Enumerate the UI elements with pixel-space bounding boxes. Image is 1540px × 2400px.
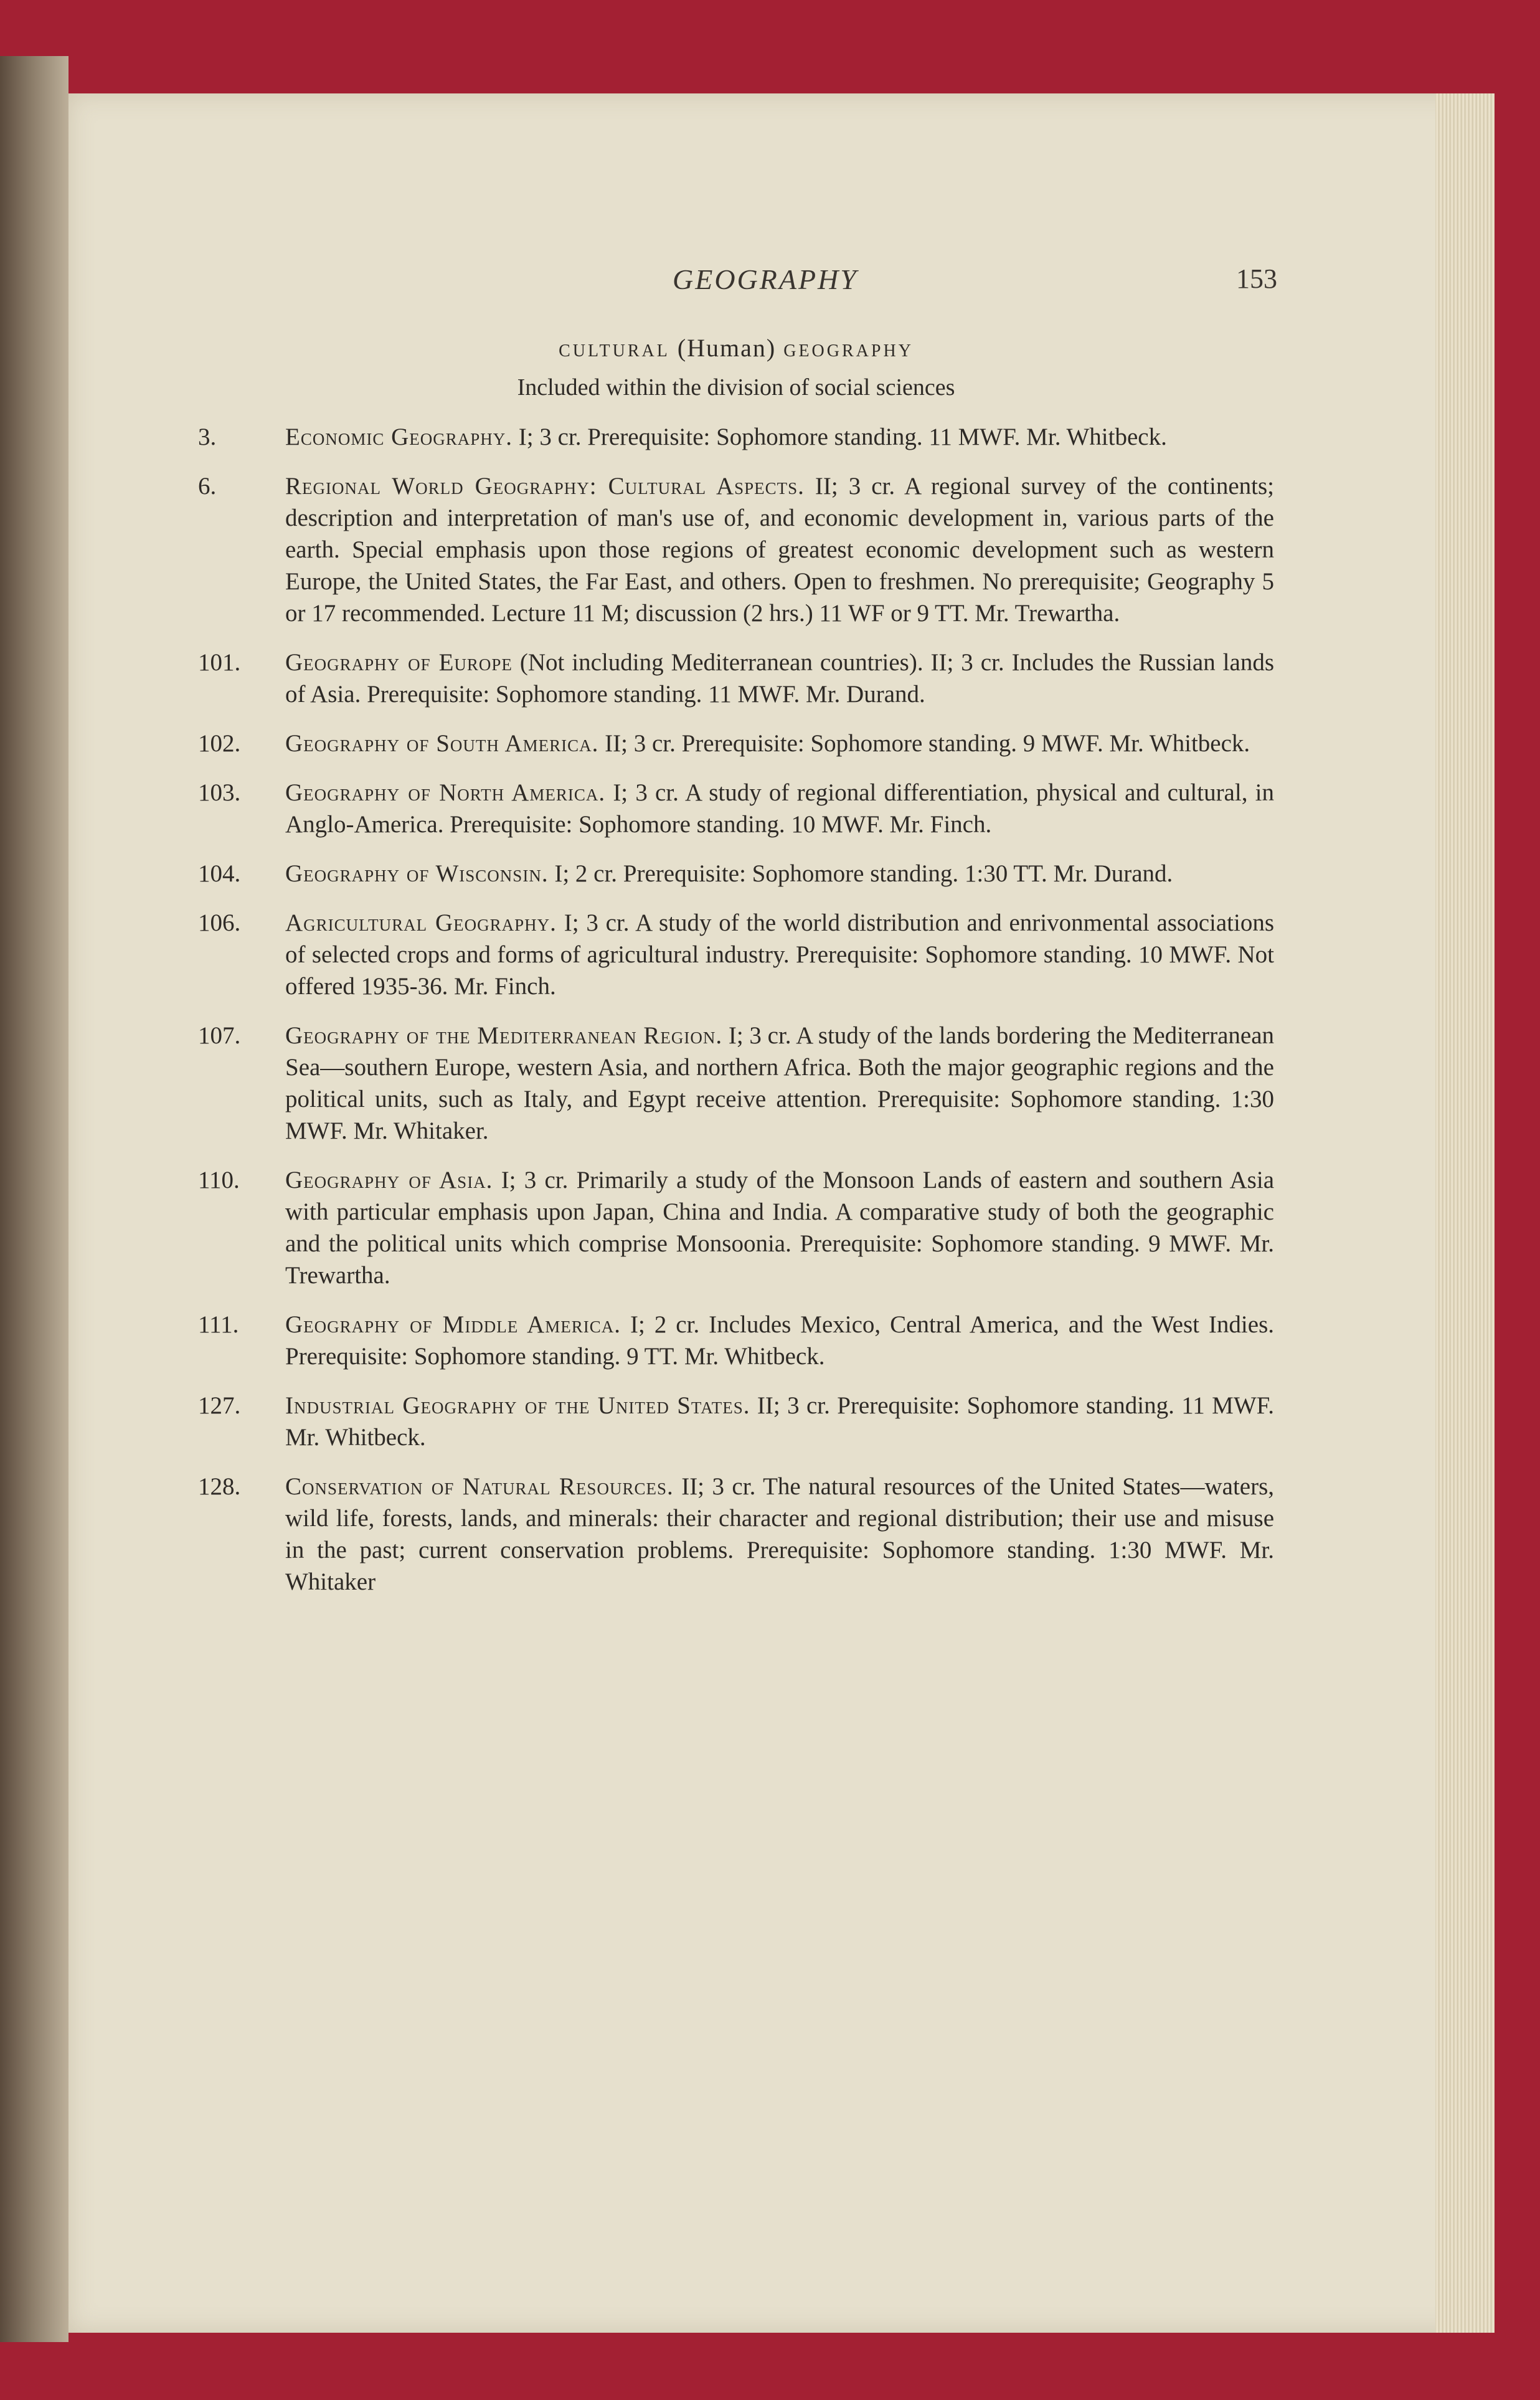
section-title [198, 333, 1274, 363]
course-title: Geography of Asia. [285, 1167, 493, 1193]
course-title: Geography of Middle America. [285, 1311, 621, 1338]
running-title: GEOGRAPHY [673, 263, 858, 295]
course-title: Geography of South America. [285, 730, 599, 757]
course-details: (Not including Mediterranean countries). II; 3 cr. Includes the Russian lands of Asia. Prerequisite: Sophomore standing. 11 MWF. Mr. Durand. [285, 649, 1274, 708]
course-title: Regional World Geography: Cultural Aspects. [285, 473, 805, 500]
course-entry [198, 777, 1274, 840]
page-number: 153 [1236, 263, 1277, 294]
course-details: I; 2 cr. Prerequisite: Sophomore standing. 1:30 TT. Mr. Durand. [554, 860, 1173, 887]
course-details: II; 3 cr. Prerequisite: Sophomore standing. 11 MWF. Mr. Whitbeck. [285, 1392, 1274, 1451]
course-entry [198, 1390, 1274, 1453]
course-number: 107. [198, 1022, 241, 1049]
course-entry [198, 858, 1274, 889]
course-details: I; 3 cr. A study of regional differentiation, physical and cultural, in Anglo-America. Prerequisite: Sophomore standing. 10 MWF. Mr. Finch. [285, 779, 1274, 838]
course-details: II; 3 cr. The natural resources of the United States—waters, wild life, forests, lands, and minerals: their character and regional distribution; their use and misuse in the past; current conservation problems. Prerequisite: Sophomore standing. 1:30 MWF. Mr. Whitaker [285, 1473, 1274, 1595]
course-number: 3. [198, 424, 217, 450]
course-details: II; 3 cr. Prerequisite: Sophomore standing. 9 MWF. Mr. Whitbeck. [605, 730, 1250, 757]
book-binding-shadow [0, 56, 68, 2342]
course-entry [198, 470, 1274, 629]
course-title: Geography of Europe [285, 649, 513, 676]
running-head [0, 263, 1540, 306]
section-title-part-2: (Human) [677, 334, 777, 362]
course-entry [198, 907, 1274, 1002]
course-title: Economic Geography. [285, 424, 513, 450]
course-details: I; 3 cr. A study of the lands bordering the Mediterranean Sea—southern Europe, western Asia, and northern Africa. Both the major geographic regions and the political units, such as Italy, and Egypt receive attention. Prerequisite: Sophomore standing. 1:30 MWF. Mr. Whitaker. [285, 1022, 1275, 1144]
course-title: Geography of Wisconsin. [285, 860, 549, 887]
course-details: I; 2 cr. Includes Mexico, Central America, and the West Indies. Prerequisite: Sophomore standing. 9 TT. Mr. Whitbeck. [285, 1311, 1274, 1370]
course-number: 111. [198, 1311, 239, 1338]
course-number: 128. [198, 1473, 241, 1500]
course-number: 127. [198, 1392, 241, 1419]
section-subtitle: Included within the division of social sciences [517, 374, 955, 401]
course-title: Agricultural Geography. [285, 909, 557, 936]
course-details: I; 3 cr. Prerequisite: Sophomore standing. 11 MWF. Mr. Whitbeck. [518, 424, 1167, 450]
course-number: 104. [198, 860, 241, 887]
page-edges [1435, 93, 1495, 2333]
course-number: 6. [198, 473, 217, 500]
course-title: Conservation of Natural Resources. [285, 1473, 674, 1500]
course-details: I; 3 cr. Primarily a study of the Monsoon Lands of eastern and southern Asia with particular emphasis upon Japan, China and India. A comparative study of both the geographic and the political units which comprise Monsoonia. Prerequisite: Sophomore standing. 9 MWF. Mr. Trewartha. [285, 1167, 1275, 1289]
course-entry [198, 728, 1274, 759]
course-details: II; 3 cr. A regional survey of the continents; description and interpretation of man's use of, and economic development in, various parts of the earth. Special emphasis upon those regions of greatest economic development such as western Europe, the United States, the Far East, and others. Open to freshmen. No prerequisite; Geography 5 or 17 recommended. Lecture 11 M; discussion (2 hrs.) 11 WF or 9 TT. Mr. Trewartha. [285, 473, 1275, 627]
course-number: 101. [198, 649, 241, 676]
course-title: Geography of the Mediterranean Region. [285, 1022, 723, 1049]
course-entry [198, 1164, 1274, 1291]
course-number: 103. [198, 779, 241, 806]
course-details: I; 3 cr. A study of the world distribution and enrivonmental associations of selected crops and forms of agricultural industry. Prerequisite: Sophomore standing. 10 MWF. Not offered 1935-36. Mr. Finch. [285, 909, 1275, 1000]
section-title-part-1: cultural [559, 334, 670, 362]
page-content [198, 333, 1274, 1615]
course-title: Industrial Geography of the United States. [285, 1392, 750, 1419]
course-entry [198, 1020, 1274, 1147]
course-number: 110. [198, 1167, 240, 1193]
section-title-part-3: geography [783, 334, 914, 362]
course-entry [198, 647, 1274, 710]
course-entry [198, 421, 1274, 453]
course-number: 102. [198, 730, 241, 757]
course-entry [198, 1471, 1274, 1598]
course-entry [198, 1309, 1274, 1372]
course-number: 106. [198, 909, 241, 936]
course-title: Geography of North America. [285, 779, 606, 806]
